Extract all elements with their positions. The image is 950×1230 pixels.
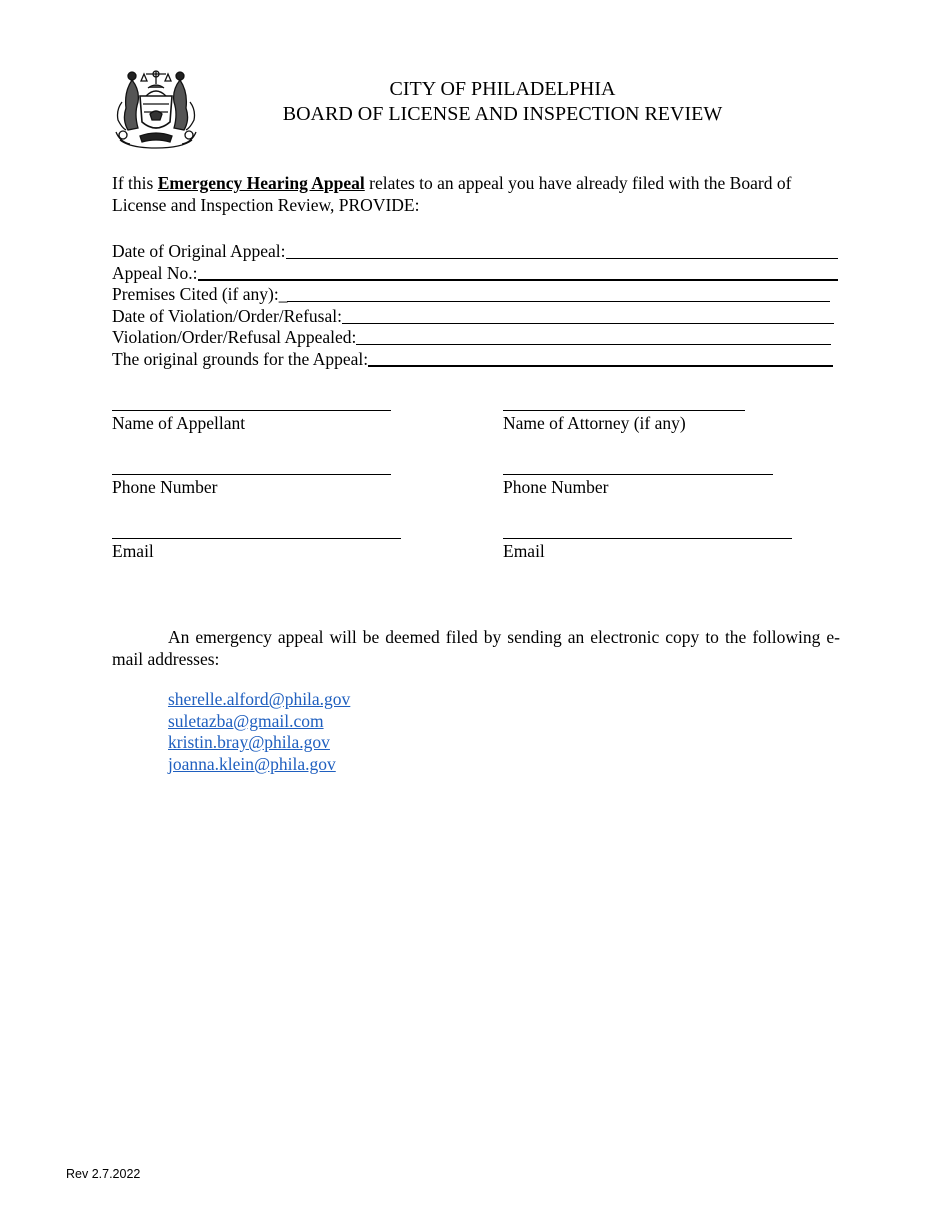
emergency-hearing-appeal-term: Emergency Hearing Appeal [157, 173, 365, 193]
field-original-grounds[interactable]: The original grounds for the Appeal: [112, 349, 833, 370]
header-city: CITY OF PHILADELPHIA [389, 78, 616, 100]
date-original-appeal-line[interactable] [286, 257, 839, 259]
appellant-phone-line[interactable]: Phone Number [112, 474, 391, 498]
attorney-email-line[interactable]: Email [503, 538, 792, 562]
email-link-joanna-klein[interactable]: joanna.klein@phila.gov [168, 753, 336, 774]
attorney-name-line[interactable]: Name of Attorney (if any) [503, 410, 745, 434]
attorney-phone-line[interactable]: Phone Number [503, 474, 773, 498]
field-date-violation[interactable]: Date of Violation/Order/Refusal: [112, 306, 834, 327]
field-violation-appealed[interactable]: Violation/Order/Refusal Appealed: [112, 327, 831, 348]
email-link-kristin-bray[interactable]: kristin.bray@phila.gov [168, 732, 330, 752]
field-appeal-no[interactable]: Appeal No.: [112, 263, 838, 284]
field-date-original-appeal[interactable]: Date of Original Appeal: [112, 241, 838, 262]
appeal-no-line[interactable] [198, 278, 838, 281]
email-list [168, 689, 350, 775]
intro-paragraph: If this Emergency Hearing Appeal relates to an appeal you have already filed with the Board of License and Inspection Review, PROVIDE: [112, 173, 792, 215]
revision-label: Rev 2.7.2022 [66, 1167, 141, 1181]
field-premises-cited[interactable]: Premises Cited (if any):_ [112, 284, 830, 305]
original-grounds-line[interactable] [368, 364, 833, 367]
date-violation-line[interactable] [342, 322, 834, 324]
filing-notice: An emergency appeal will be deemed filed by sending an electronic copy to the following e-mail addresses: [112, 627, 840, 669]
header-board: BOARD OF LICENSE AND INSPECTION REVIEW [282, 103, 723, 125]
email-link-suletazba[interactable]: suletazba@gmail.com [168, 710, 324, 731]
appellant-name-line[interactable]: Name of Appellant [112, 410, 391, 434]
email-link-sherelle-alford[interactable]: sherelle.alford@phila.gov [168, 689, 351, 709]
appellant-email-line[interactable]: Email [112, 538, 401, 562]
violation-appealed-line[interactable] [356, 343, 831, 345]
premises-cited-line[interactable] [287, 300, 830, 302]
